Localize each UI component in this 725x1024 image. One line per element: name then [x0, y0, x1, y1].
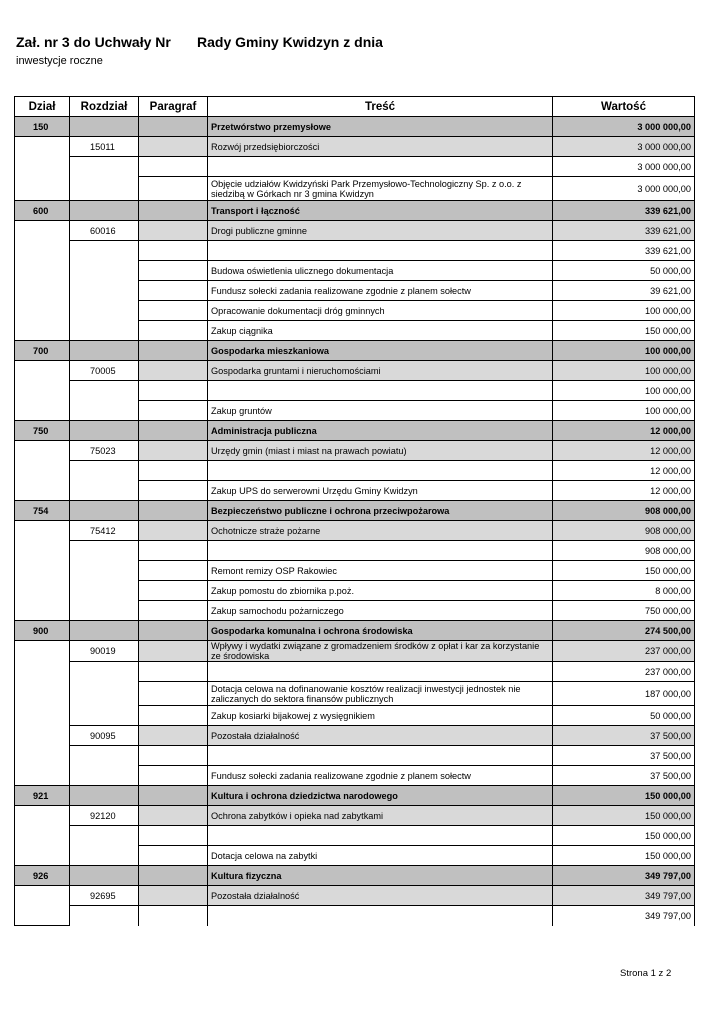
rozdzial-cell	[70, 201, 139, 221]
sum-text-cell	[208, 241, 553, 261]
paragraf-cell	[139, 261, 208, 281]
paragraf-cell	[139, 786, 208, 806]
paragraf-cell	[139, 806, 208, 826]
paragraf-cell	[139, 481, 208, 501]
item-value: 150 000,00	[553, 846, 695, 866]
paragraf-cell	[139, 541, 208, 561]
rozdzial-sum-row	[15, 906, 695, 926]
rozdzial-cell	[70, 866, 139, 886]
dzial-value: 3 000 000,00	[553, 117, 695, 137]
paragraf-cell	[139, 581, 208, 601]
sum-text-cell	[208, 826, 553, 846]
item-value: 3 000 000,00	[553, 177, 695, 201]
dzial-row	[15, 201, 695, 221]
item-value: 750 000,00	[553, 601, 695, 621]
paragraf-cell	[139, 401, 208, 421]
item-value: 50 000,00	[553, 706, 695, 726]
paragraf-cell	[139, 421, 208, 441]
investment-table	[14, 96, 695, 926]
paragraf-cell	[139, 846, 208, 866]
dzial-span	[15, 221, 70, 341]
rozdzial-name: Pozostała działalność	[208, 886, 553, 906]
item-text: Dotacja celowa na zabytki	[208, 846, 553, 866]
rozdzial-value: 3 000 000,00	[553, 137, 695, 157]
dzial-span	[15, 806, 70, 866]
document-subtitle: inwestycje roczne	[16, 55, 103, 67]
rozdzial-sum: 3 000 000,00	[553, 157, 695, 177]
paragraf-cell	[139, 746, 208, 766]
paragraf-cell	[139, 682, 208, 706]
dzial-span	[15, 886, 70, 926]
dzial-value: 349 797,00	[553, 866, 695, 886]
rozdzial-sum-row	[15, 826, 695, 846]
paragraf-cell	[139, 866, 208, 886]
dzial-row	[15, 341, 695, 361]
item-text: Budowa oświetlenia ulicznego dokumentacja	[208, 261, 553, 281]
dzial-name: Przetwórstwo przemysłowe	[208, 117, 553, 137]
item-text: Zakup UPS do serwerowni Urzędu Gminy Kwidzyn	[208, 481, 553, 501]
column-header: Rozdział	[70, 97, 139, 117]
rozdzial-row	[15, 441, 695, 461]
sum-text-cell	[208, 662, 553, 682]
paragraf-cell	[139, 601, 208, 621]
rozdzial-sum: 150 000,00	[553, 826, 695, 846]
rozdzial-code: 60016	[70, 221, 139, 241]
item-value: 8 000,00	[553, 581, 695, 601]
item-value: 12 000,00	[553, 481, 695, 501]
rozdzial-row	[15, 137, 695, 157]
rozdzial-row	[15, 641, 695, 662]
rozdzial-sum: 908 000,00	[553, 541, 695, 561]
paragraf-cell	[139, 521, 208, 541]
paragraf-cell	[139, 221, 208, 241]
rozdzial-span	[70, 241, 139, 341]
paragraf-cell	[139, 906, 208, 926]
rozdzial-cell	[70, 501, 139, 521]
rozdzial-code: 90095	[70, 726, 139, 746]
paragraf-cell	[139, 361, 208, 381]
rozdzial-name: Gospodarka gruntami i nieruchomościami	[208, 361, 553, 381]
dzial-span	[15, 137, 70, 201]
item-text: Zakup ciągnika	[208, 321, 553, 341]
rozdzial-sum-row	[15, 746, 695, 766]
rozdzial-span	[70, 157, 139, 201]
rozdzial-sum: 100 000,00	[553, 381, 695, 401]
rozdzial-row	[15, 806, 695, 826]
dzial-span	[15, 441, 70, 501]
dzial-code: 900	[15, 621, 70, 641]
rozdzial-sum-row	[15, 461, 695, 481]
dzial-code: 921	[15, 786, 70, 806]
dzial-name: Gospodarka mieszkaniowa	[208, 341, 553, 361]
column-header: Dział	[15, 97, 70, 117]
sum-text-cell	[208, 746, 553, 766]
title-right: Rady Gminy Kwidzyn z dnia	[197, 34, 383, 50]
paragraf-cell	[139, 381, 208, 401]
dzial-name: Kultura i ochrona dziedzictwa narodowego	[208, 786, 553, 806]
rozdzial-name: Wpływy i wydatki związane z gromadzeniem środków z opłat i kar za korzystanie ze środowiska	[208, 641, 553, 662]
rozdzial-code: 75412	[70, 521, 139, 541]
dzial-name: Gospodarka komunalna i ochrona środowiska	[208, 621, 553, 641]
dzial-row	[15, 117, 695, 137]
rozdzial-sum-row	[15, 541, 695, 561]
item-value: 37 500,00	[553, 766, 695, 786]
dzial-row	[15, 501, 695, 521]
rozdzial-sum: 37 500,00	[553, 746, 695, 766]
page-number: Strona 1 z 2	[620, 968, 672, 979]
rozdzial-sum-row	[15, 662, 695, 682]
dzial-row	[15, 786, 695, 806]
rozdzial-row	[15, 361, 695, 381]
dzial-name: Administracja publiczna	[208, 421, 553, 441]
rozdzial-span	[70, 461, 139, 501]
item-text: Zakup pomostu do zbiornika p.poż.	[208, 581, 553, 601]
sum-text-cell	[208, 461, 553, 481]
paragraf-cell	[139, 501, 208, 521]
rozdzial-name: Urzędy gmin (miast i miast na prawach powiatu)	[208, 441, 553, 461]
sum-text-cell	[208, 541, 553, 561]
rozdzial-code: 90019	[70, 641, 139, 662]
rozdzial-code: 92120	[70, 806, 139, 826]
rozdzial-row	[15, 886, 695, 906]
document-title	[16, 34, 383, 50]
title-left: Zał. nr 3 do Uchwały Nr	[16, 34, 171, 50]
dzial-value: 150 000,00	[553, 786, 695, 806]
rozdzial-name: Ochrona zabytków i opieka nad zabytkami	[208, 806, 553, 826]
dzial-value: 100 000,00	[553, 341, 695, 361]
dzial-name: Kultura fizyczna	[208, 866, 553, 886]
rozdzial-span	[70, 541, 139, 621]
paragraf-cell	[139, 886, 208, 906]
item-text: Opracowanie dokumentacji dróg gminnych	[208, 301, 553, 321]
rozdzial-name: Pozostała działalność	[208, 726, 553, 746]
paragraf-cell	[139, 177, 208, 201]
rozdzial-code: 75023	[70, 441, 139, 461]
sum-text-cell	[208, 157, 553, 177]
rozdzial-span	[70, 906, 139, 926]
rozdzial-cell	[70, 621, 139, 641]
rozdzial-sum: 237 000,00	[553, 662, 695, 682]
paragraf-cell	[139, 341, 208, 361]
dzial-row	[15, 866, 695, 886]
dzial-value: 339 621,00	[553, 201, 695, 221]
item-text: Dotacja celowa na dofinanowanie kosztów realizacji inwestycji jednostek nie zaliczanych do sektora finansów publicznych	[208, 682, 553, 706]
dzial-span	[15, 361, 70, 421]
dzial-code: 750	[15, 421, 70, 441]
item-text: Zakup gruntów	[208, 401, 553, 421]
item-text: Zakup samochodu pożarniczego	[208, 601, 553, 621]
rozdzial-name: Rozwój przedsiębiorczości	[208, 137, 553, 157]
dzial-code: 600	[15, 201, 70, 221]
item-text: Objęcie udziałów Kwidzyński Park Przemysłowo-Technologiczny Sp. z o.o. z siedzibą w Górkach nr 3 gmina Kwidzyn	[208, 177, 553, 201]
rozdzial-value: 37 500,00	[553, 726, 695, 746]
item-value: 100 000,00	[553, 401, 695, 421]
paragraf-cell	[139, 621, 208, 641]
rozdzial-row	[15, 726, 695, 746]
sum-text-cell	[208, 906, 553, 926]
rozdzial-row	[15, 221, 695, 241]
paragraf-cell	[139, 441, 208, 461]
rozdzial-code: 15011	[70, 137, 139, 157]
paragraf-cell	[139, 706, 208, 726]
rozdzial-value: 237 000,00	[553, 641, 695, 662]
table-header-row	[15, 97, 695, 117]
rozdzial-sum-row	[15, 157, 695, 177]
rozdzial-sum-row	[15, 241, 695, 261]
rozdzial-span	[70, 662, 139, 726]
item-value: 39 621,00	[553, 281, 695, 301]
paragraf-cell	[139, 117, 208, 137]
paragraf-cell	[139, 726, 208, 746]
paragraf-cell	[139, 641, 208, 662]
paragraf-cell	[139, 461, 208, 481]
rozdzial-code: 92695	[70, 886, 139, 906]
rozdzial-value: 339 621,00	[553, 221, 695, 241]
dzial-name: Bezpieczeństwo publiczne i ochrona przeciwpożarowa	[208, 501, 553, 521]
item-text: Fundusz sołecki zadania realizowane zgodnie z planem sołectw	[208, 766, 553, 786]
rozdzial-value: 100 000,00	[553, 361, 695, 381]
dzial-code: 700	[15, 341, 70, 361]
paragraf-cell	[139, 157, 208, 177]
item-value: 187 000,00	[553, 682, 695, 706]
dzial-row	[15, 621, 695, 641]
rozdzial-value: 150 000,00	[553, 806, 695, 826]
item-text: Fundusz sołecki zadania realizowane zgodnie z planem sołectw	[208, 281, 553, 301]
dzial-name: Transport i łączność	[208, 201, 553, 221]
rozdzial-name: Drogi publiczne gminne	[208, 221, 553, 241]
paragraf-cell	[139, 201, 208, 221]
column-header: Wartość	[553, 97, 695, 117]
column-header: Paragraf	[139, 97, 208, 117]
rozdzial-span	[70, 381, 139, 421]
dzial-value: 12 000,00	[553, 421, 695, 441]
dzial-value: 274 500,00	[553, 621, 695, 641]
paragraf-cell	[139, 826, 208, 846]
paragraf-cell	[139, 561, 208, 581]
paragraf-cell	[139, 301, 208, 321]
dzial-code: 926	[15, 866, 70, 886]
item-value: 100 000,00	[553, 301, 695, 321]
rozdzial-cell	[70, 786, 139, 806]
item-value: 150 000,00	[553, 561, 695, 581]
dzial-code: 754	[15, 501, 70, 521]
dzial-value: 908 000,00	[553, 501, 695, 521]
rozdzial-code: 70005	[70, 361, 139, 381]
rozdzial-sum: 349 797,00	[553, 906, 695, 926]
rozdzial-name: Ochotnicze straże pożarne	[208, 521, 553, 541]
rozdzial-value: 349 797,00	[553, 886, 695, 906]
paragraf-cell	[139, 662, 208, 682]
rozdzial-sum: 339 621,00	[553, 241, 695, 261]
paragraf-cell	[139, 137, 208, 157]
dzial-code: 150	[15, 117, 70, 137]
item-text: Remont remizy OSP Rakowiec	[208, 561, 553, 581]
paragraf-cell	[139, 321, 208, 341]
column-header: Treść	[208, 97, 553, 117]
rozdzial-row	[15, 521, 695, 541]
rozdzial-value: 12 000,00	[553, 441, 695, 461]
dzial-row	[15, 421, 695, 441]
paragraf-cell	[139, 241, 208, 261]
rozdzial-span	[70, 746, 139, 786]
rozdzial-span	[70, 826, 139, 866]
rozdzial-cell	[70, 341, 139, 361]
sum-text-cell	[208, 381, 553, 401]
paragraf-cell	[139, 281, 208, 301]
paragraf-cell	[139, 766, 208, 786]
rozdzial-value: 908 000,00	[553, 521, 695, 541]
dzial-span	[15, 521, 70, 621]
rozdzial-cell	[70, 421, 139, 441]
item-value: 50 000,00	[553, 261, 695, 281]
rozdzial-cell	[70, 117, 139, 137]
table-body	[15, 117, 695, 926]
rozdzial-sum: 12 000,00	[553, 461, 695, 481]
rozdzial-sum-row	[15, 381, 695, 401]
item-text: Zakup kosiarki bijakowej z wysięgnikiem	[208, 706, 553, 726]
dzial-span	[15, 641, 70, 786]
item-value: 150 000,00	[553, 321, 695, 341]
